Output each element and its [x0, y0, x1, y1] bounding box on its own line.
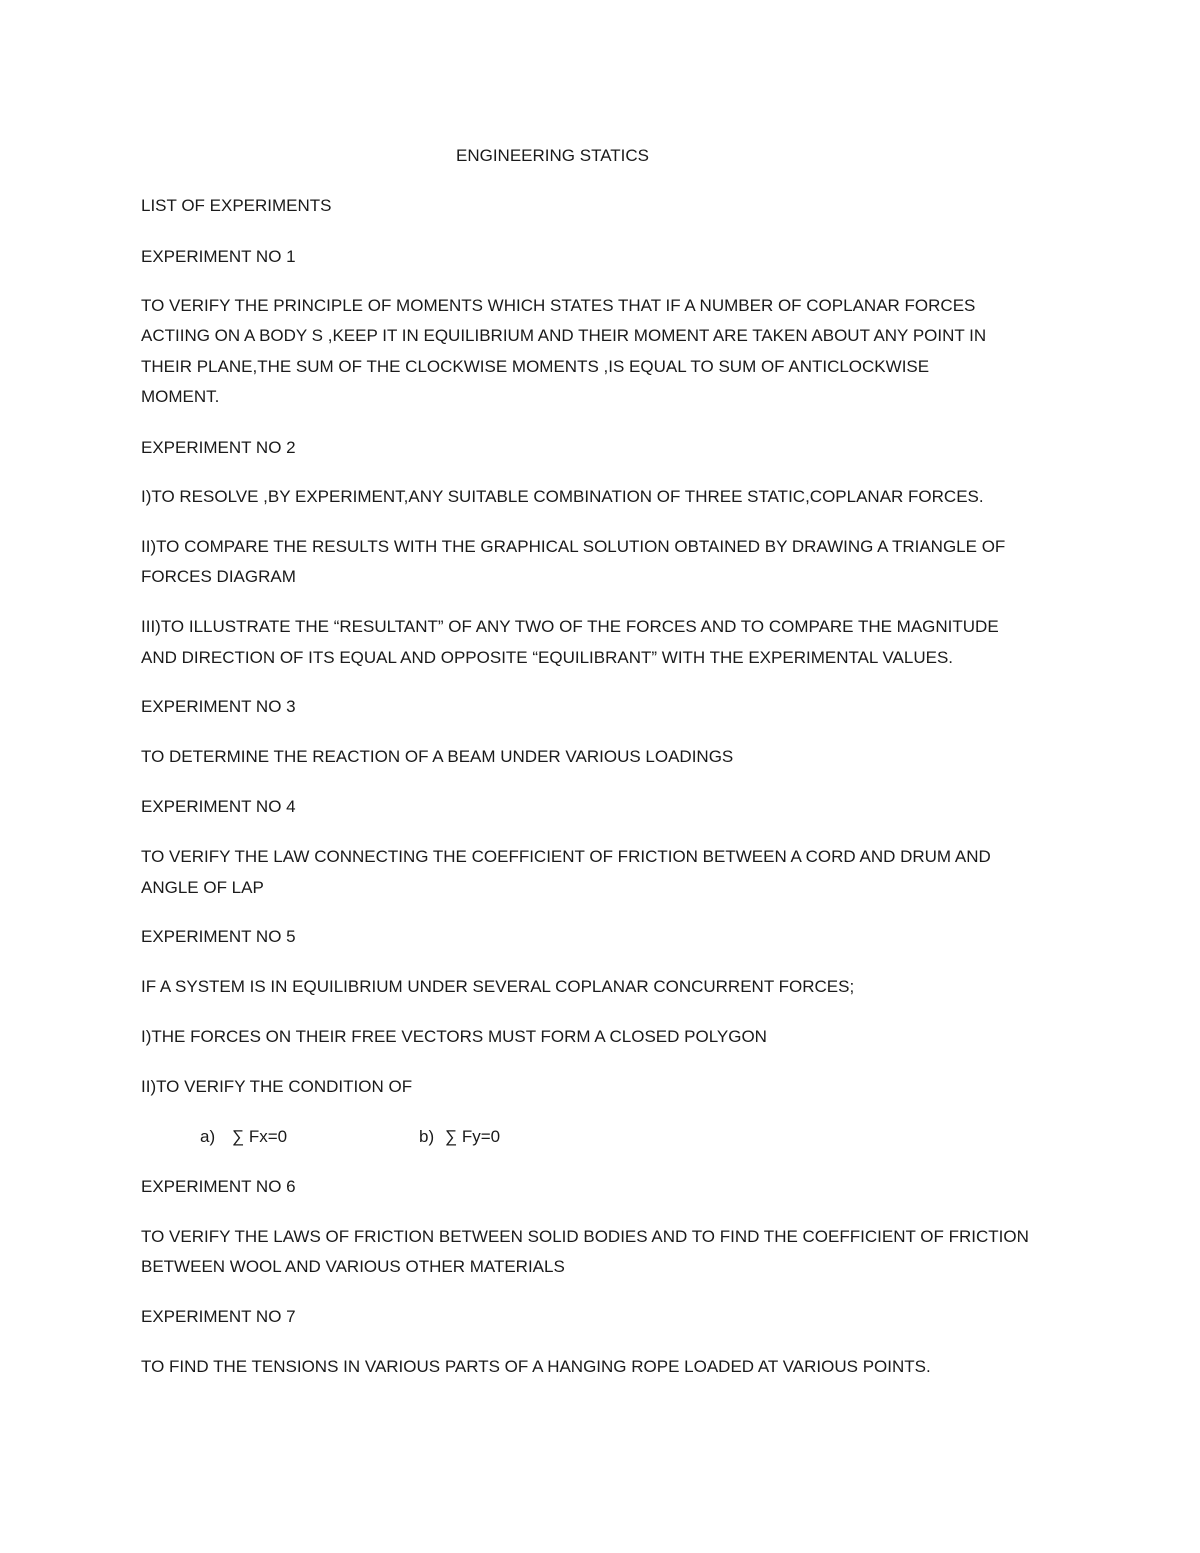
condition-a-equation: ∑ Fx=0 [232, 1127, 288, 1146]
experiment-4-text-line-2: ANGLE OF LAP [141, 878, 264, 897]
experiment-1-text-line-3: THEIR PLANE,THE SUM OF THE CLOCKWISE MOMENTS ,IS EQUAL TO SUM OF ANTICLOCKWISE [141, 357, 930, 376]
conditions-row [0, 1122, 1200, 1152]
experiment-6-heading: EXPERIMENT NO 6 [141, 1177, 296, 1196]
experiment-2-item-2-line-2: FORCES DIAGRAM [141, 567, 296, 586]
experiment-1-text-line-2: ACTIING ON A BODY S ,KEEP IT IN EQUILIBRIUM AND THEIR MOMENT ARE TAKEN ABOUT ANY POINT IN [141, 326, 987, 345]
experiment-1-heading: EXPERIMENT NO 1 [141, 247, 296, 266]
experiment-2-item-3-line-1: III)TO ILLUSTRATE THE “RESULTANT” OF ANY TWO OF THE FORCES AND TO COMPARE THE MAGNITUDE [141, 617, 999, 636]
experiment-5-intro: IF A SYSTEM IS IN EQUILIBRIUM UNDER SEVERAL COPLANAR CONCURRENT FORCES; [141, 977, 855, 996]
experiment-6-text-line-2: BETWEEN WOOL AND VARIOUS OTHER MATERIALS [141, 1257, 565, 1276]
experiment-4-text-line-1: TO VERIFY THE LAW CONNECTING THE COEFFICIENT OF FRICTION BETWEEN A CORD AND DRUM AND [141, 847, 991, 866]
experiment-2-heading: EXPERIMENT NO 2 [141, 438, 296, 457]
experiment-3-heading: EXPERIMENT NO 3 [141, 697, 296, 716]
experiment-7-heading: EXPERIMENT NO 7 [141, 1307, 296, 1326]
experiment-5-heading: EXPERIMENT NO 5 [141, 927, 296, 946]
document-title: ENGINEERING STATICS [456, 146, 650, 165]
experiment-2-item-2-line-1: II)TO COMPARE THE RESULTS WITH THE GRAPHICAL SOLUTION OBTAINED BY DRAWING A TRIANGLE OF [141, 537, 1006, 556]
experiment-1-text-line-4: MOMENT. [141, 387, 220, 406]
experiment-2-item-3-line-2: AND DIRECTION OF ITS EQUAL AND OPPOSITE “EQUILIBRANT” WITH THE EXPERIMENTAL VALUES. [141, 648, 954, 667]
condition-b-equation: ∑ Fy=0 [445, 1127, 501, 1146]
list-heading: LIST OF EXPERIMENTS [141, 196, 332, 215]
experiment-7-text: TO FIND THE TENSIONS IN VARIOUS PARTS OF A HANGING ROPE LOADED AT VARIOUS POINTS. [141, 1357, 931, 1376]
condition-b-label: b) [419, 1127, 435, 1146]
experiment-1-text-line-1: TO VERIFY THE PRINCIPLE OF MOMENTS WHICH STATES THAT IF A NUMBER OF COPLANAR FORCES [141, 296, 976, 315]
condition-a-label: a) [200, 1127, 216, 1146]
experiment-2-item-1: I)TO RESOLVE ,BY EXPERIMENT,ANY SUITABLE COMBINATION OF THREE STATIC,COPLANAR FORCES. [141, 487, 984, 506]
experiment-3-text: TO DETERMINE THE REACTION OF A BEAM UNDER VARIOUS LOADINGS [141, 747, 734, 766]
experiment-5-item-2: II)TO VERIFY THE CONDITION OF [141, 1077, 413, 1096]
experiment-4-heading: EXPERIMENT NO 4 [141, 797, 296, 816]
experiment-5-item-1: I)THE FORCES ON THEIR FREE VECTORS MUST FORM A CLOSED POLYGON [141, 1027, 767, 1046]
experiment-6-text-line-1: TO VERIFY THE LAWS OF FRICTION BETWEEN SOLID BODIES AND TO FIND THE COEFFICIENT OF FRICTION [141, 1227, 1029, 1246]
